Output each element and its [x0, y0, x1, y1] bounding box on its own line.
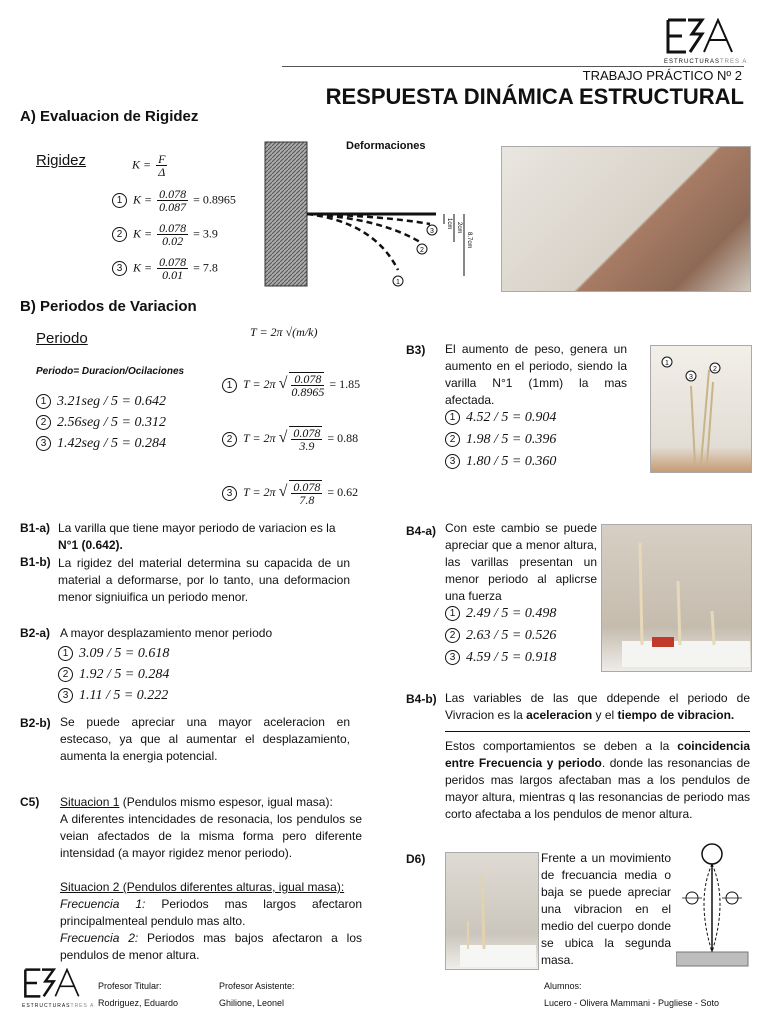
circle-number: 2: [445, 628, 460, 643]
t-row-2: 2 T = 2π √ $\frac{0.078}{3.9}$ = 0.88: [222, 426, 358, 452]
b4b-text-2: y el: [592, 708, 618, 722]
boxed-bold: coincidencia entre Frecuencia y periodo: [445, 739, 750, 770]
photo-beam-test: [501, 146, 751, 292]
t-lhs: T = 2π: [243, 430, 276, 445]
c5-label: C5): [20, 795, 40, 809]
b4a-row-1: [445, 606, 556, 622]
row-text: 4.52 / 5 = 0.904: [466, 410, 557, 425]
boxed-text-1: Estos comportamientos se deben a la: [445, 739, 678, 753]
c5-s1-title: Situacion 1: [60, 795, 120, 809]
meas-row-3: [36, 436, 166, 452]
titular-name: Rodriguez, Eduardo: [98, 998, 179, 1008]
b2a-row-3: [58, 688, 168, 704]
t-lhs: T = 2π: [243, 376, 276, 391]
t-lhs: T = 2π: [243, 484, 276, 499]
circle-number: 1: [445, 606, 460, 621]
t-row-1: 1 T = 2π √ $\frac{0.078}{0.8965}$ = 1.85: [222, 372, 360, 398]
top-mass: [702, 844, 722, 864]
boxed-text: [445, 738, 750, 823]
titular-label: Profesor Titular:: [98, 981, 162, 991]
c5-f2-text: Periodos mas bajos afectaron a los pendulos de menor altura.: [60, 931, 363, 962]
b4a-label: B4-a): [406, 524, 437, 538]
rigidez-row-1: [112, 188, 236, 213]
rod-1: [691, 386, 695, 464]
deformation-svg: [264, 138, 484, 288]
b2a-label: B2-a): [20, 626, 51, 640]
deformation-diagram: [264, 138, 484, 288]
logo-brand-tail: TRES A: [720, 59, 748, 65]
circle-number: 3: [58, 688, 73, 703]
logo-mark-icon: [664, 18, 736, 54]
photo-mark-2-label: 2: [713, 366, 717, 373]
b1a-bold: N°1 (0.642).: [58, 538, 123, 552]
d6-photo-svg: [446, 853, 538, 969]
b4-rods-svg: [602, 525, 751, 671]
c5-s1-tail: (Pendulos mismo espesor, igual masa):: [119, 795, 333, 809]
d6-base: [460, 945, 536, 967]
footer-logo-mark-icon: [22, 968, 82, 998]
page-title: RESPUESTA DINÁMICA ESTRUCTURAL: [325, 84, 744, 109]
d6-vibration-diagram: [676, 840, 750, 970]
rod-mid: [678, 581, 680, 645]
curve-2: [307, 214, 420, 242]
circle-number: 2: [112, 227, 127, 242]
b3-row-1: [445, 410, 556, 426]
circle-number: 2: [36, 415, 51, 430]
photo-mark-1-label: 1: [665, 360, 669, 367]
photo-b3-rods: [650, 345, 752, 473]
d6-label: D6): [406, 852, 426, 866]
row-den: 0.02: [162, 234, 184, 248]
rod-tall: [640, 543, 642, 645]
row-lhs: K =: [133, 226, 153, 241]
tape-measure: [652, 637, 674, 647]
photo-d6: [445, 852, 539, 970]
t-result: = 0.62: [327, 484, 359, 499]
curve-1: [307, 214, 398, 270]
t-den: 7.8: [299, 493, 315, 507]
header-rule: [282, 66, 744, 67]
d6-rod: [482, 875, 484, 949]
circle-number: 2: [222, 432, 237, 447]
t-num: 0.078: [293, 426, 321, 440]
row-num: 0.078: [159, 221, 187, 235]
rods-svg: [651, 346, 751, 472]
c5-block: [60, 794, 362, 964]
circle-number: 2: [445, 432, 460, 447]
meas-row-1: [36, 394, 166, 410]
vibration-svg: [676, 840, 750, 970]
ground-block: [676, 952, 748, 966]
b3-row-2: [445, 432, 556, 448]
photo-b4-rods: [601, 524, 752, 672]
mark-2-label: 2: [420, 247, 424, 254]
row-text: 1.11 / 5 = 0.222: [79, 688, 169, 703]
row-lhs: K =: [133, 260, 153, 275]
wall-support: [265, 142, 307, 286]
rigidez-formula: [132, 153, 169, 178]
t-num: 0.078: [291, 373, 324, 386]
t-num: 0.078: [293, 480, 321, 494]
b2b-text: Se puede apreciar una mayor aceleracion en estecaso, ya que al aumentar el desplazamiento, aumenta la energia potencial.: [60, 715, 350, 763]
row-text: 1.98 / 5 = 0.396: [466, 432, 557, 447]
dim-87cm: 8.7cm: [466, 232, 472, 249]
row-text: 2.63 / 5 = 0.526: [466, 628, 557, 643]
rigidez-row-3: [112, 256, 218, 281]
t-den: 3.9: [299, 439, 315, 453]
row-den: 0.087: [159, 200, 187, 214]
c5-f2-label: Frecuencia 2:: [60, 931, 139, 945]
t-row-3: 3 T = 2π √ $\frac{0.078}{7.8}$ = 0.62: [222, 480, 358, 506]
formula-num: F: [158, 152, 166, 166]
circle-number: 1: [112, 193, 127, 208]
deflect-right: [712, 864, 720, 952]
b2b-label: B2-b): [20, 716, 51, 730]
meas-text: 1.42seg / 5 = 0.284: [57, 436, 166, 451]
b1a-text: [58, 520, 350, 554]
b1b-text: La rigidez del material determina su capacida de un material a deformarse, por lo tanto, una deformacion menor signiuifica un periodo menor.: [58, 556, 350, 604]
section-b-heading: B) Periodos de Variacion: [20, 298, 197, 315]
circle-number: 1: [222, 378, 237, 393]
footer-logo-brand: ESTRUCTURAS: [22, 1003, 71, 1009]
circle-number: 1: [58, 646, 73, 661]
b2a-row-2: [58, 667, 169, 683]
meas-text: 3.21seg / 5 = 0.642: [57, 394, 166, 409]
rigidez-row-2: [112, 222, 218, 247]
b4a-row-3: [445, 650, 556, 666]
alumnos-label: Alumnos:: [544, 981, 582, 991]
c5-s2-title: Situacion 2 (Pendulos diferentes alturas, igual masa):: [60, 880, 345, 894]
periodo-label: Periodo: [36, 330, 88, 347]
c5-s1-text: A diferentes intencidades de resonacia, los pendulos se veian afectados de la misma forma pero diferente intensidad (a mayor rigidez menor periodo).: [60, 812, 362, 860]
d6-text: Frente a un movimiento de frecuancia media o baja se puede apreciar una vibracion en el medio del cuerpo donde se ubica la segunda masa.: [541, 851, 671, 967]
row-result: = 7.8: [193, 260, 218, 275]
circle-number: 3: [112, 261, 127, 276]
row-text: 2.49 / 5 = 0.498: [466, 606, 557, 621]
diagram-title: Deformaciones: [346, 140, 426, 152]
b3-text: El aumento de peso, genera un aumento en el periodo, siendo la varilla N°1 (1mm) la mas afectada.: [445, 342, 627, 407]
section-a-heading: A) Evaluacion de Rigidez: [20, 108, 199, 125]
b3-label: B3): [406, 343, 426, 357]
circle-number: 3: [36, 436, 51, 451]
b1a-text-1: La varilla que tiene mayor periodo de variacion es la: [58, 521, 336, 535]
asistente-name: Ghilione, Leonel: [219, 998, 285, 1008]
row-text: 4.59 / 5 = 0.918: [466, 650, 557, 665]
rod-short: [712, 611, 714, 645]
row-text: 1.80 / 5 = 0.360: [466, 454, 557, 469]
periodo-definition: Periodo= Duracion/Ocilaciones: [36, 366, 185, 377]
b4b-label: B4-b): [406, 692, 437, 706]
b4a-row-2: [445, 628, 556, 644]
circle-number: 1: [36, 394, 51, 409]
row-lhs: K =: [133, 192, 153, 207]
formula-den: Δ: [158, 165, 166, 179]
row-num: 0.078: [159, 187, 187, 201]
b4b-bold-1: aceleracion: [526, 708, 593, 722]
boxed-divider: [445, 731, 750, 732]
meas-text: 2.56seg / 5 = 0.312: [57, 415, 166, 430]
dim-1cm: 1cm: [446, 218, 452, 230]
deflect-left: [704, 864, 712, 952]
periodo-formula: T = 2π √(m/k): [250, 325, 318, 339]
b2a-row-1: [58, 646, 169, 662]
b2a-text: A mayor desplazamiento menor periodo: [60, 626, 273, 640]
t-result: = 1.85: [329, 376, 361, 391]
row-result: = 0.8965: [193, 192, 236, 207]
t-den: 0.8965: [291, 385, 325, 399]
b4b-text: [445, 690, 750, 724]
c5-f1-label: Frecuencia 1:: [60, 897, 146, 911]
row-text: 3.09 / 5 = 0.618: [79, 646, 170, 661]
row-den: 0.01: [162, 268, 184, 282]
circle-number: 3: [445, 454, 460, 469]
alumnos-names: Lucero - Olivera Mammani - Pugliese - Soto: [544, 998, 720, 1008]
row-num: 0.078: [159, 255, 187, 269]
meas-row-2: [36, 415, 166, 431]
dim-2cm: 2cm: [456, 222, 462, 234]
footer-logo: [22, 968, 95, 1009]
logo: [664, 18, 748, 65]
circle-number: 3: [445, 650, 460, 665]
logo-brand: ESTRUCTURAS: [664, 59, 721, 65]
mark-1-label: 1: [396, 279, 400, 286]
doc-number: TRABAJO PRÁCTICO Nº 2: [582, 68, 742, 83]
circle-number: 1: [445, 410, 460, 425]
b1a-label: B1-a): [20, 521, 51, 535]
footer-logo-brand-tail: TRES A: [70, 1003, 95, 1009]
mark-3-label: 3: [430, 228, 434, 235]
circle-number: 3: [222, 486, 237, 501]
circle-number: 2: [58, 667, 73, 682]
t-result: = 0.88: [327, 430, 359, 445]
b4a-text: Con este cambio se puede apreciar que a menor altura, las varillas presentan un menor periodo al aplicrse una fuerza: [445, 521, 597, 603]
b4b-bold-2: tiempo de vibracion.: [617, 708, 735, 722]
formula-lhs: K =: [132, 157, 152, 172]
row-text: 1.92 / 5 = 0.284: [79, 667, 170, 682]
boxed-text-2: . donde las resonancias de peridos mas largos afectaban mas a los pendulos de mayor altura, mientras q las resonancias de periodo mas corto afectaba a los pendulos de menor altura.: [445, 756, 750, 821]
rigidez-label: Rigidez: [36, 152, 87, 169]
c5-f1-text: Periodos mas largos afectaron principalmenteal pendulo mas alto.: [60, 897, 362, 928]
photo-mark-3-label: 3: [689, 374, 693, 381]
b4b-text-1: Las variables de las que ddepende el periodo de Vivracion es la: [445, 691, 750, 722]
b3-row-3: [445, 454, 556, 470]
asistente-label: Profesor Asistente:: [219, 981, 295, 991]
row-result: = 3.9: [193, 226, 218, 241]
b1b-label: B1-b): [20, 555, 51, 569]
